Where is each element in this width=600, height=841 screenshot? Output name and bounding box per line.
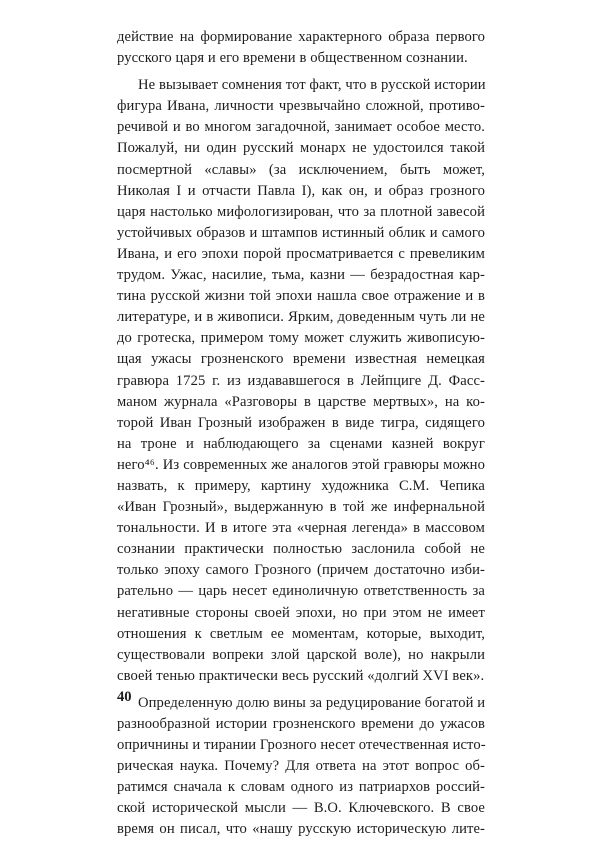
paragraph-2 xyxy=(117,75,485,687)
text-line: щая ужасы грозненского времени известная немецкая xyxy=(117,351,485,368)
text-line: торой Иван Грозный изображен в виде тигра, сидящего xyxy=(117,414,485,431)
text-line: фигура Ивана, личности чрезвычайно сложной, противо- xyxy=(117,98,485,115)
text-line: тональности. И в итоге эта «черная легенда» в массовом xyxy=(117,520,485,537)
text-line: до гротеска, примером тому может служить живописую- xyxy=(117,330,485,347)
text-line: Не вызывает сомнения тот факт, что в русской истории xyxy=(138,77,486,94)
text-line: речивой и во многом загадочной, занимает особое место. xyxy=(117,119,485,136)
text-line-footnote-ref: него⁴⁶. Из современных же аналогов этой гравюры можно xyxy=(117,456,485,473)
text-line: ратимся сначала к словам одного из патриархов россий- xyxy=(117,779,485,796)
text-line: ской исторической мысли — В.О. Ключевского. В свое xyxy=(117,800,485,817)
text-line: рательно — царь несет единоличную ответственность за xyxy=(117,583,485,600)
text-line: сознании практически полностью заслонила собой не xyxy=(117,541,485,558)
text-line: Определенную долю вины за редуцирование богатой и xyxy=(138,694,486,711)
text-line: гравюра 1725 г. из издававшегося в Лейпциге Д. Фасс- xyxy=(117,372,485,389)
text-line: литературе, и в живописи. Ярким, доведенным чуть ли не xyxy=(117,309,485,326)
text-line: русского царя и его времени в общественном сознании. xyxy=(117,50,468,67)
page-number: 40 xyxy=(117,689,132,705)
text-line: устойчивых образов и штампов истинный облик и самого xyxy=(117,224,485,241)
text-line: назвать, к примеру, картину художника С.М. Чепика xyxy=(117,477,485,494)
text-line: негативные стороны своей эпохи, но при этом не имеет xyxy=(117,604,485,621)
text-line: Пожалуй, ни один русский монарх не удостоился такой xyxy=(117,140,485,157)
text-line: на троне и наблюдающего за сценами казней вокруг xyxy=(117,435,485,452)
text-line: существовали вопреки злой царской воле), но накрыли xyxy=(117,646,485,663)
page-body xyxy=(117,27,485,841)
text-line: «Иван Грозный», выдержанную в той же инфернальной xyxy=(117,499,485,516)
paragraph-3 xyxy=(117,693,485,841)
text-line: действие на формирование характерного образа первого xyxy=(117,29,485,45)
text-line: трудом. Ужас, насилие, тьма, казни — безрадостная кар- xyxy=(117,267,485,284)
text-line: своей тенью практически весь русский «долгий XVI век». xyxy=(117,667,485,684)
text-line: опричнины и тирании Грозного несет отечественная исто- xyxy=(117,737,486,754)
text-line: рическая наука. Почему? Для ответа на этот вопрос об- xyxy=(117,758,485,775)
text-line: Николая I и отчасти Павла I), как он, и образ грозного xyxy=(117,182,485,199)
text-line: маном журнала «Разговоры в царстве мертвых», на ко- xyxy=(117,393,485,410)
text-line: время он писал, что «нашу русскую историческую лите- xyxy=(117,821,485,838)
text-line: тина русской жизни той эпохи нашла свое отражение и в xyxy=(117,288,485,305)
text-line: только эпоху самого Грозного (причем достаточно изби- xyxy=(117,562,485,579)
text-line: отношения к светлым ее моментам, которые, выходит, xyxy=(117,625,485,642)
text-line: разнообразной истории грозненского времени до ужасов xyxy=(117,716,485,732)
text-line: царя настолько мифологизирован, что за плотной завесой xyxy=(117,203,485,220)
text-line: Ивана, и его эпохи порой просматривается с превеликим xyxy=(117,245,485,262)
paragraph-1 xyxy=(117,27,485,69)
text-line: посмертной «славы» (за исключением, быть может, xyxy=(117,161,485,178)
